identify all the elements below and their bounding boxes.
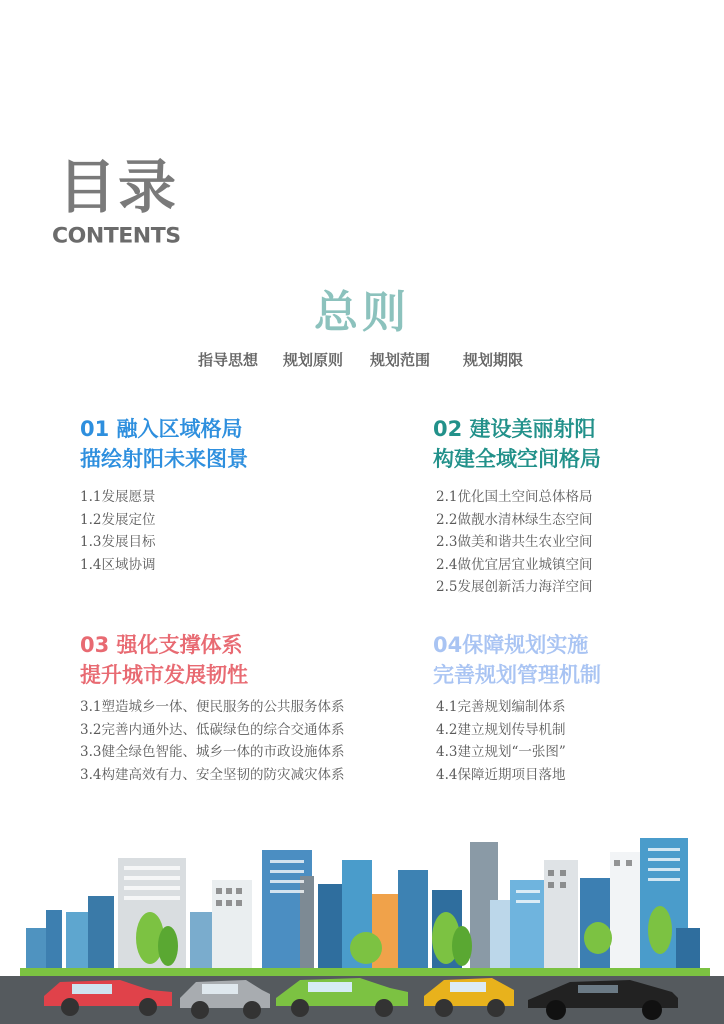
section-03-title-line2: 提升城市发展韧性: [80, 663, 248, 687]
list-item: 4.2建立规划传导机制: [436, 721, 566, 738]
list-item: 3.4构建高效有力、安全坚韧的防灾减灾体系: [80, 766, 345, 783]
section-02-heading: [433, 414, 601, 474]
general-item-planning-period: 规划期限: [463, 351, 524, 369]
general-section-title: 总则: [314, 287, 410, 338]
page-title: 目录: [58, 153, 179, 221]
section-01-title-line2: 描绘射阳未来图景: [80, 447, 248, 471]
section-02-title-line1: 02 建设美丽射阳: [433, 417, 596, 441]
list-item: 3.2完善内通外达、低碳绿色的综合交通体系: [80, 721, 345, 738]
page-subtitle-en: CONTENTS: [52, 224, 181, 249]
list-item: 3.3健全绿色智能、城乡一体的市政设施体系: [80, 744, 345, 760]
section-01-list: [80, 486, 155, 576]
list-item: 4.3建立规划“一张图”: [436, 744, 566, 760]
section-04-title-line1: 04保障规划实施: [433, 633, 589, 657]
list-item: 2.3做美和谐共生农业空间: [436, 534, 593, 550]
section-01-title-line1: 01 融入区域格局: [80, 417, 243, 441]
section-02-title-line2: 构建全域空间格局: [433, 447, 601, 471]
list-item: 1.2发展定位: [80, 511, 156, 528]
list-item: 4.1完善规划编制体系: [436, 699, 566, 715]
general-item-planning-principles: 规划原则: [283, 351, 344, 369]
list-item: 4.4保障近期项目落地: [436, 766, 566, 783]
city-skyline-illustration: [0, 820, 724, 1024]
section-04-list: [436, 696, 566, 786]
section-04-title-line2: 完善规划管理机制: [433, 663, 601, 687]
section-01-heading: [80, 414, 248, 474]
list-item: 1.3发展目标: [80, 534, 156, 550]
general-item-planning-scope: 规划范围: [370, 351, 431, 369]
list-item: 2.4做优宜居宜业城镇空间: [436, 556, 593, 573]
section-02-list: [436, 486, 592, 599]
list-item: 2.5发展创新活力海洋空间: [436, 579, 593, 595]
section-03-heading: [80, 630, 248, 690]
list-item: 1.4区域协调: [80, 556, 156, 573]
list-item: 1.1发展愿景: [80, 489, 156, 505]
list-item: 3.1塑造城乡一体、便民服务的公共服务体系: [80, 699, 345, 715]
section-03-list: [80, 696, 344, 786]
general-item-guiding-ideology: 指导思想: [198, 351, 259, 369]
section-04-heading: [433, 630, 601, 690]
list-item: 2.2做靓水清林绿生态空间: [436, 511, 593, 528]
section-03-title-line1: 03 强化支撑体系: [80, 633, 243, 657]
list-item: 2.1优化国土空间总体格局: [436, 489, 593, 505]
